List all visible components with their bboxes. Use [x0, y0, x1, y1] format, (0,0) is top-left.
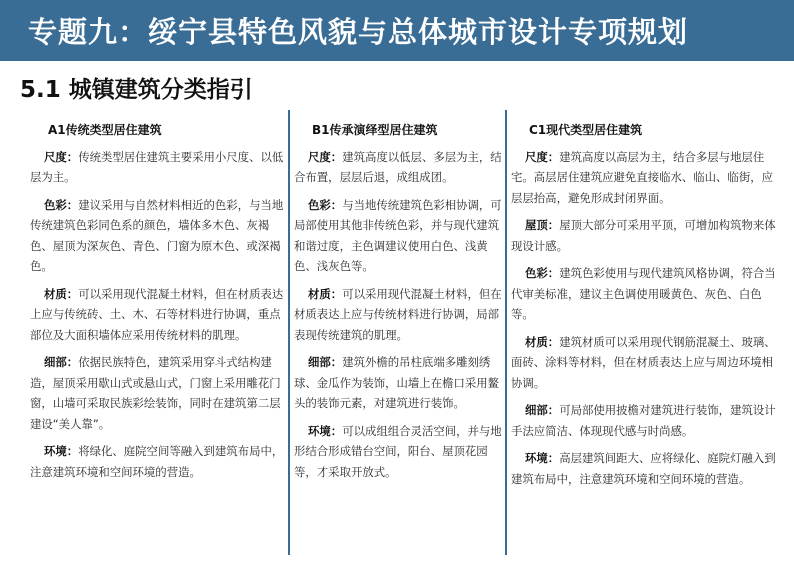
- material-paragraph: 材质：建筑材质可以采用现代钢筋混凝土、玻璃、面砖、涂料等材料，但在材质表达上应与周边环境相协调。: [511, 334, 776, 390]
- material-paragraph: 材质：可以采用现代混凝土材料，但在材质表达上应与传统砖、土、木、石等材料进行协调，重点部位及大面积墙体应采用传统材料的肌理。: [30, 286, 284, 342]
- environment-paragraph: 环境：可以成组组合灵活空间，并与地形结合形成错台空间，阳台、屋顶花园等，才采取开放式。: [294, 423, 502, 479]
- para-text: 屋顶大部分可采用平顶，可增加构筑物来体现设计感。: [511, 218, 776, 253]
- scale-paragraph: 尺度：建筑高度以高层为主，结合多层与地层住宅。高层居住建筑应避免直接临水、临山、临街，应层层抬高，避免形成封闭界面。: [511, 149, 773, 205]
- column-title: A1传统类型居住建筑: [48, 123, 162, 137]
- environment-paragraph: 环境：高层建筑间距大、应将绿化、庭院灯融入到建筑布局中，注意建筑环境和空间环境的营造。: [511, 451, 776, 486]
- para-label: 色彩: [308, 197, 331, 212]
- para-text: 依据民族特色，建筑采用穿斗式结构建造，屋顶采用歇山式或悬山式，门窗上采用雕花门窗，山墙可采取民族彩绘装饰，同时在建筑第二层建设“美人靠”。: [30, 355, 281, 431]
- para-label: 细部: [44, 355, 67, 369]
- para-label: 细部: [308, 355, 331, 369]
- para-label: 细部: [525, 403, 548, 417]
- section-title: 5.1 城镇建筑分类指引: [20, 77, 253, 103]
- para-text: 建筑色彩使用与现代建筑风格协调，符合当代审美标准，建议主色调使用暖黄色、灰色、白色等。: [511, 266, 776, 321]
- para-text: 高层建筑间距大、应将绿化、庭院灯融入到建筑布局中，注意建筑环境和空间环境的营造。: [511, 451, 776, 486]
- para-text: 建筑高度以低层、多层为主，结合布置，层层后退，成组成团。: [294, 149, 502, 184]
- para-text: 建筑材质可以采用现代钢筋混凝土、玻璃、面砖、涂料等材料，但在材质表达上应与周边环境相协调。: [511, 334, 776, 390]
- color-paragraph: 色彩：与当地传统建筑色彩相协调，可局部使用其他非传统色彩，并与现代建筑和谐过度，主色调建议使用白色、浅黄色、浅灰色等。: [294, 197, 502, 273]
- para-label: 尺度: [308, 149, 331, 164]
- para-label: 尺度: [525, 149, 548, 164]
- column-b1-inherited: [294, 120, 503, 489]
- column-title: B1传承演绎型居住建筑: [312, 123, 438, 137]
- page-header: [0, 0, 794, 61]
- para-text: 与当地传统建筑色彩相协调，可局部使用其他非传统色彩，并与现代建筑和谐过度，主色调建议使用白色、浅黄色、浅灰色等。: [294, 197, 502, 273]
- para-text: 建议采用与自然材料相近的色彩，与当地传统建筑色彩同色系的颜色，墙体多木色、灰褐色、屋顶为深灰色、青色、门窗为原木色、或深褐色。: [30, 197, 284, 273]
- para-label: 屋顶: [525, 218, 548, 232]
- detail-paragraph: 细部：依据民族特色，建筑采用穿斗式结构建造，屋顶采用歇山式或悬山式，门窗上采用雕花门窗，山墙可采取民族彩绘装饰，同时在建筑第二层建设“美人靠”。: [30, 355, 281, 431]
- environment-paragraph: 环境：将绿化、庭院空间等融入到建筑布局中，注意建筑环境和空间环境的营造。: [30, 444, 284, 479]
- para-label: 材质: [525, 334, 548, 349]
- para-text: 将绿化、庭院空间等融入到建筑布局中，注意建筑环境和空间环境的营造。: [30, 444, 284, 479]
- para-text: 可局部使用披檐对建筑进行装饰，建筑设计手法应简洁、体现现代感与时尚感。: [511, 403, 776, 438]
- column-title: C1现代类型居住建筑: [529, 123, 643, 137]
- para-label: 环境: [308, 423, 331, 438]
- para-text: 可以采用现代混凝土材料，但在材质表达上应与传统材料进行协调，局部表现传统建筑的肌理。: [294, 286, 502, 342]
- material-paragraph: 材质：可以采用现代混凝土材料，但在材质表达上应与传统材料进行协调，局部表现传统建筑的肌理。: [294, 286, 502, 342]
- column-divider-2: [505, 110, 507, 555]
- para-label: 尺度: [44, 149, 67, 164]
- para-label: 色彩: [44, 197, 67, 212]
- header-title: 专题九：绥宁县特色风貌与总体城市设计专项规划: [28, 15, 689, 49]
- para-label: 材质: [44, 286, 67, 301]
- detail-paragraph: 细部：建筑外檐的吊柱底端多雕刻绣球、金瓜作为装饰，山墙上在檐口采用鳌头的装饰元素，对建筑进行装饰。: [294, 355, 500, 410]
- para-label: 材质: [308, 286, 331, 301]
- scale-paragraph: 尺度：建筑高度以低层、多层为主，结合布置，层层后退，成组成团。: [294, 149, 502, 184]
- column-a1-traditional: [30, 120, 285, 489]
- scale-paragraph: 尺度：传统类型居住建筑主要采用小尺度、以低层为主。: [30, 149, 284, 184]
- detail-paragraph: 细部：可局部使用披檐对建筑进行装饰，建筑设计手法应简洁、体现现代感与时尚感。: [511, 403, 776, 438]
- para-text: 建筑外檐的吊柱底端多雕刻绣球、金瓜作为装饰，山墙上在檐口采用鳌头的装饰元素，对建筑进行装饰。: [294, 355, 500, 410]
- roof-paragraph: 屋顶：屋顶大部分可采用平顶，可增加构筑物来体现设计感。: [511, 218, 776, 253]
- color-paragraph: 色彩：建议采用与自然材料相近的色彩，与当地传统建筑色彩同色系的颜色，墙体多木色、灰褐色、屋顶为深灰色、青色、门窗为原木色、或深褐色。: [30, 197, 284, 273]
- para-label: 色彩: [525, 266, 548, 280]
- para-text: 建筑高度以高层为主，结合多层与地层住宅。高层居住建筑应避免直接临水、临山、临街，应层层抬高，避免形成封闭界面。: [511, 149, 773, 205]
- para-text: 可以采用现代混凝土材料，但在材质表达上应与传统砖、土、木、石等材料进行协调，重点部位及大面积墙体应采用传统材料的肌理。: [30, 286, 284, 342]
- para-label: 环境: [44, 444, 67, 458]
- color-paragraph: 色彩：建筑色彩使用与现代建筑风格协调，符合当代审美标准，建议主色调使用暖黄色、灰色、白色等。: [511, 266, 776, 321]
- column-divider-1: [288, 110, 290, 555]
- para-text: 传统类型居住建筑主要采用小尺度、以低层为主。: [30, 149, 284, 184]
- para-label: 环境: [525, 451, 548, 465]
- column-c1-modern: [511, 120, 779, 496]
- para-text: 可以成组组合灵活空间，并与地形结合形成错台空间，阳台、屋顶花园等，才采取开放式。: [294, 423, 502, 479]
